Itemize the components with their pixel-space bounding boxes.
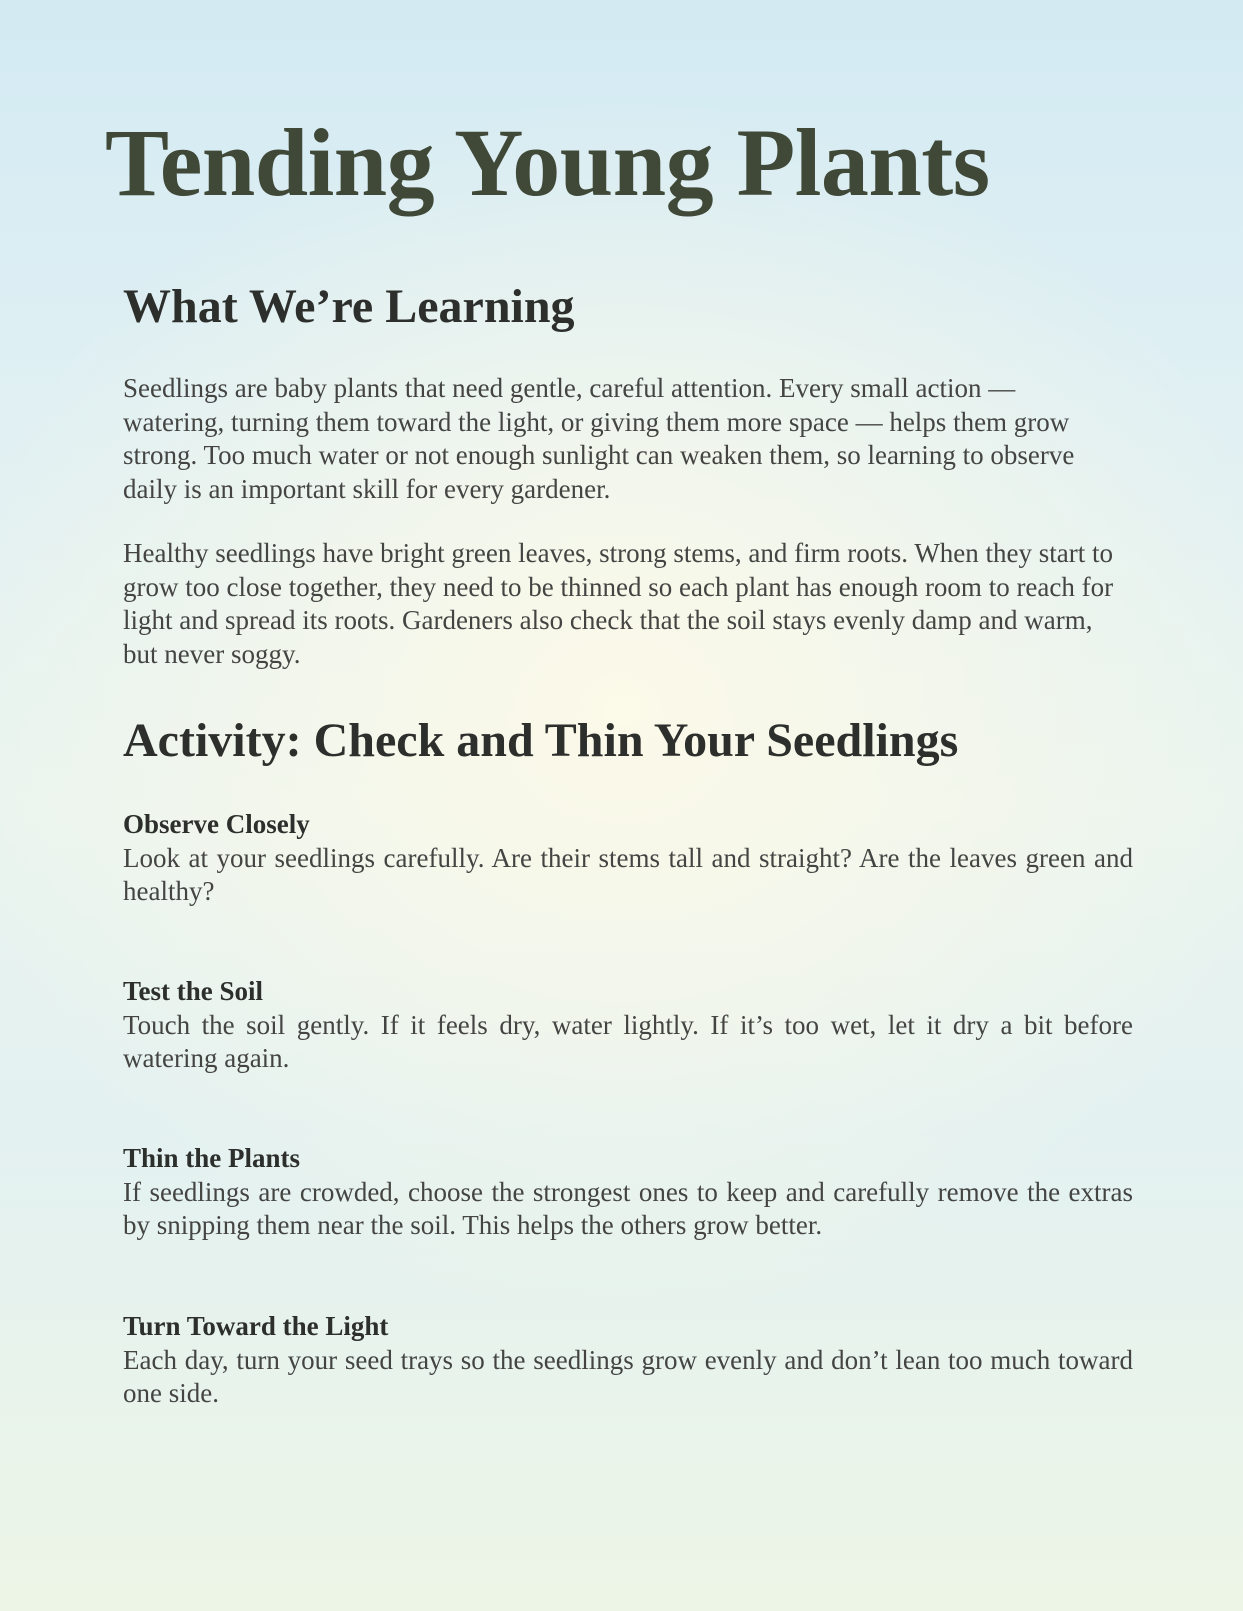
step-text: If seedlings are crowded, choose the strongest ones to keep and carefully remove the extras by snipping them near the soil. This helps the others grow better. (123, 1176, 1133, 1240)
activity-step-light (123, 1310, 1133, 1411)
activity-step-thin (123, 1142, 1133, 1243)
activity-heading: Activity: Check and Thin Your Seedlings (123, 714, 959, 767)
step-text: Look at your seedlings carefully. Are their stems tall and straight? Are the leaves green and healthy? (123, 842, 1133, 906)
page-title: Tending Young Plants (105, 109, 990, 216)
learning-paragraph-2: Healthy seedlings have bright green leaves, strong stems, and firm roots. When they start to grow too close together, they need to be thinned so each plant has enough room to reach for light and spread its roots. Gardeners also check that the soil stays evenly damp and warm, but never soggy. (123, 538, 1114, 669)
learning-paragraph-1: Seedlings are baby plants that need gentle, careful attention. Every small action — watering, turning them toward the light, or giving them more space — helps them grow strong. Too much water or not enough sunlight can weaken them, so learning to observe daily is an important skill for every gardener. (123, 373, 1075, 504)
step-title: Observe Closely (123, 809, 310, 839)
step-title: Test the Soil (123, 976, 264, 1006)
activity-step-soil (123, 975, 1133, 1076)
activity-step-observe (123, 808, 1133, 909)
learning-heading: What We’re Learning (123, 280, 575, 333)
step-title: Turn Toward the Light (123, 1311, 389, 1341)
step-text: Touch the soil gently. If it feels dry, water lightly. If it’s too wet, let it dry a bit before watering again. (123, 1009, 1133, 1073)
step-text: Each day, turn your seed trays so the seedlings grow evenly and don’t lean too much toward one side. (123, 1344, 1133, 1408)
step-title: Thin the Plants (123, 1143, 301, 1173)
